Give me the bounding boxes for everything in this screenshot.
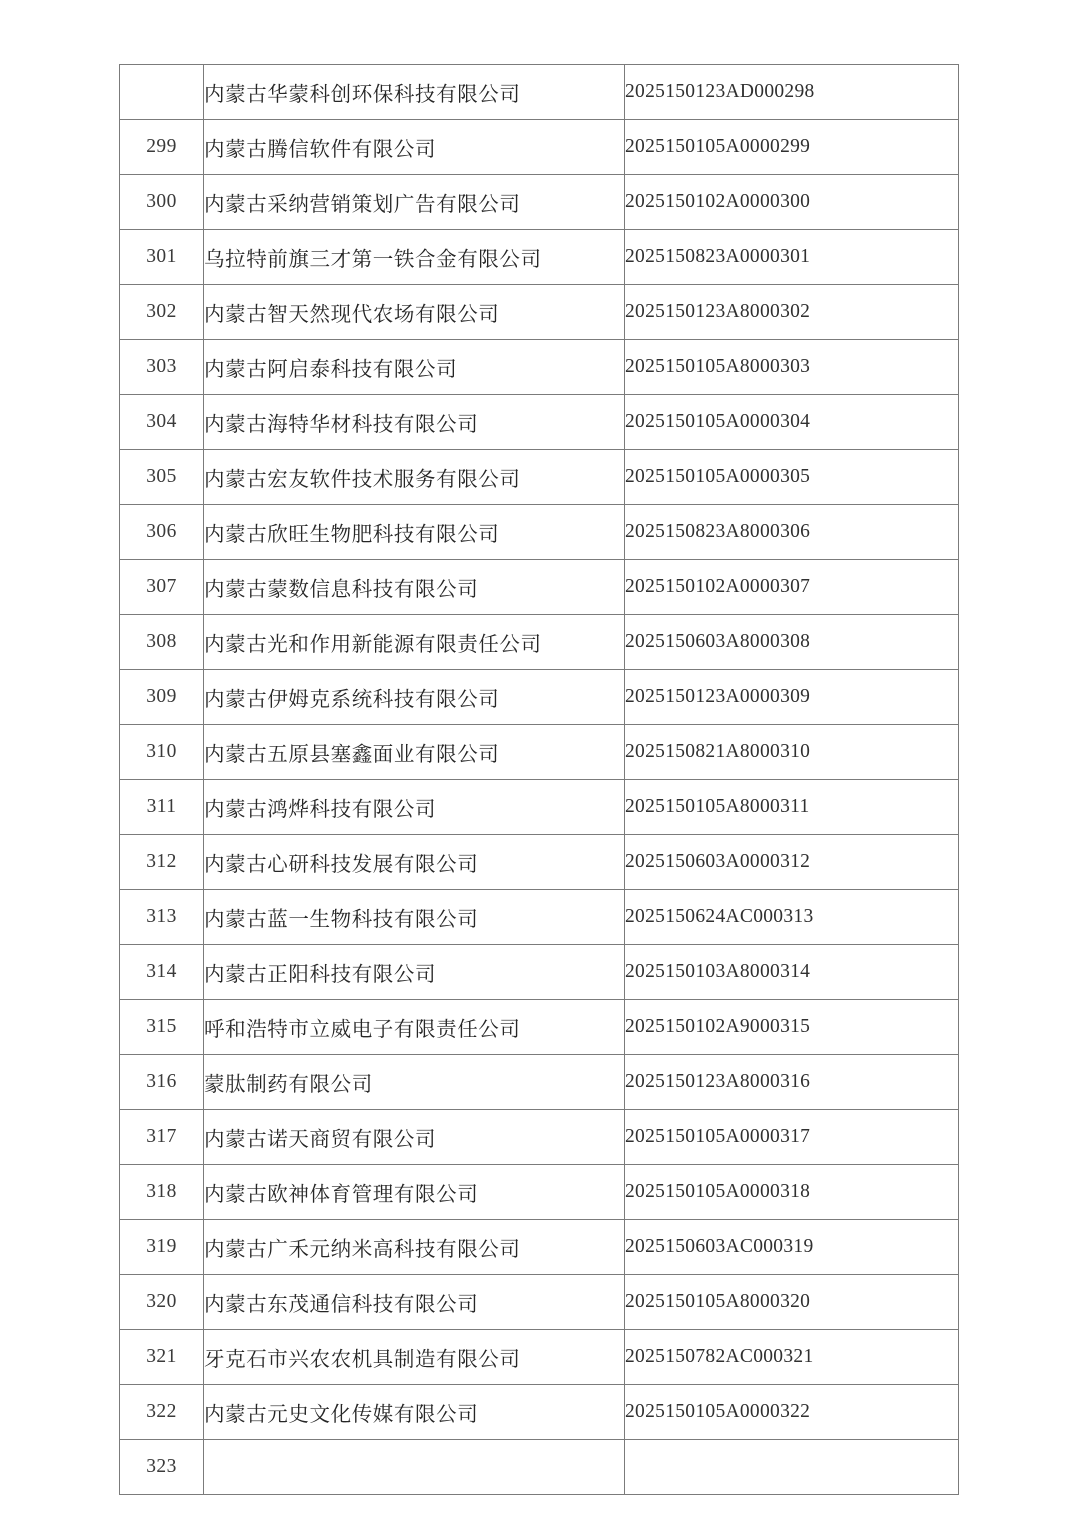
- registration-code-cell: 2025150603A0000312: [625, 835, 959, 890]
- registration-code-cell: 2025150823A8000306: [625, 505, 959, 560]
- registration-code-cell: 2025150123AD000298: [625, 65, 959, 120]
- company-name-cell: 内蒙古蒙数信息科技有限公司: [204, 560, 625, 615]
- registration-code-cell: 2025150624AC000313: [625, 890, 959, 945]
- company-name-cell: 内蒙古腾信软件有限公司: [204, 120, 625, 175]
- company-name-cell: 内蒙古欧神体育管理有限公司: [204, 1165, 625, 1220]
- registration-code-cell: 2025150603A8000308: [625, 615, 959, 670]
- table-row: [120, 1385, 959, 1440]
- registry-table: [119, 64, 959, 1495]
- row-index-cell: 323: [120, 1440, 204, 1495]
- row-index-cell: 301: [120, 230, 204, 285]
- row-index-cell: 315: [120, 1000, 204, 1055]
- registration-code-cell: 2025150102A0000300: [625, 175, 959, 230]
- table-row: [120, 1055, 959, 1110]
- company-name-cell: 内蒙古诺天商贸有限公司: [204, 1110, 625, 1165]
- table-row: [120, 175, 959, 230]
- table-row: [120, 835, 959, 890]
- company-name-cell: 内蒙古采纳营销策划广告有限公司: [204, 175, 625, 230]
- table-row: [120, 505, 959, 560]
- row-index-cell: 300: [120, 175, 204, 230]
- company-name-cell: 内蒙古海特华材科技有限公司: [204, 395, 625, 450]
- row-index-cell: 304: [120, 395, 204, 450]
- table-row: [120, 1000, 959, 1055]
- company-name-cell: 内蒙古伊姆克系统科技有限公司: [204, 670, 625, 725]
- table-row: [120, 65, 959, 120]
- company-name-cell: 内蒙古宏友软件技术服务有限公司: [204, 450, 625, 505]
- table-row: [120, 285, 959, 340]
- table-row: [120, 890, 959, 945]
- row-index-cell: 319: [120, 1220, 204, 1275]
- table-row: [120, 670, 959, 725]
- registration-code-cell: [625, 1440, 959, 1495]
- company-name-cell: [204, 1440, 625, 1495]
- company-name-cell: 内蒙古欣旺生物肥科技有限公司: [204, 505, 625, 560]
- row-index-cell: 318: [120, 1165, 204, 1220]
- table-row: [120, 560, 959, 615]
- company-name-cell: 内蒙古广禾元纳米高科技有限公司: [204, 1220, 625, 1275]
- table-row: [120, 230, 959, 285]
- registration-code-cell: 2025150103A8000314: [625, 945, 959, 1000]
- company-name-cell: 内蒙古元史文化传媒有限公司: [204, 1385, 625, 1440]
- table-row: [120, 725, 959, 780]
- registration-code-cell: 2025150105A0000304: [625, 395, 959, 450]
- registration-code-cell: 2025150105A0000318: [625, 1165, 959, 1220]
- company-name-cell: 内蒙古鸿烨科技有限公司: [204, 780, 625, 835]
- row-index-cell: 316: [120, 1055, 204, 1110]
- table-row: [120, 1165, 959, 1220]
- company-name-cell: 蒙肽制药有限公司: [204, 1055, 625, 1110]
- table-row: [120, 1110, 959, 1165]
- registration-code-cell: 2025150603AC000319: [625, 1220, 959, 1275]
- registration-code-cell: 2025150105A8000311: [625, 780, 959, 835]
- company-name-cell: 内蒙古正阳科技有限公司: [204, 945, 625, 1000]
- registration-code-cell: 2025150105A8000320: [625, 1275, 959, 1330]
- company-name-cell: 内蒙古蓝一生物科技有限公司: [204, 890, 625, 945]
- row-index-cell: [120, 65, 204, 120]
- company-name-cell: 内蒙古智天然现代农场有限公司: [204, 285, 625, 340]
- company-name-cell: 内蒙古阿启泰科技有限公司: [204, 340, 625, 395]
- table-row: [120, 1220, 959, 1275]
- registration-code-cell: 2025150105A0000322: [625, 1385, 959, 1440]
- row-index-cell: 310: [120, 725, 204, 780]
- row-index-cell: 312: [120, 835, 204, 890]
- row-index-cell: 321: [120, 1330, 204, 1385]
- row-index-cell: 299: [120, 120, 204, 175]
- registration-code-cell: 2025150823A0000301: [625, 230, 959, 285]
- row-index-cell: 309: [120, 670, 204, 725]
- table-row: [120, 1275, 959, 1330]
- row-index-cell: 314: [120, 945, 204, 1000]
- registration-code-cell: 2025150105A0000317: [625, 1110, 959, 1165]
- registration-code-cell: 2025150105A0000305: [625, 450, 959, 505]
- row-index-cell: 313: [120, 890, 204, 945]
- company-name-cell: 牙克石市兴农农机具制造有限公司: [204, 1330, 625, 1385]
- row-index-cell: 311: [120, 780, 204, 835]
- row-index-cell: 303: [120, 340, 204, 395]
- registration-code-cell: 2025150123A8000302: [625, 285, 959, 340]
- company-name-cell: 内蒙古光和作用新能源有限责任公司: [204, 615, 625, 670]
- company-name-cell: 乌拉特前旗三才第一铁合金有限公司: [204, 230, 625, 285]
- table-row: [120, 1330, 959, 1385]
- table-row: [120, 450, 959, 505]
- company-name-cell: 呼和浩特市立威电子有限责任公司: [204, 1000, 625, 1055]
- table-row: [120, 945, 959, 1000]
- registry-table-body: [120, 65, 959, 1495]
- company-name-cell: 内蒙古心研科技发展有限公司: [204, 835, 625, 890]
- registry-table-container: [119, 64, 958, 1495]
- registration-code-cell: 2025150123A8000316: [625, 1055, 959, 1110]
- row-index-cell: 317: [120, 1110, 204, 1165]
- registration-code-cell: 2025150123A0000309: [625, 670, 959, 725]
- table-row: [120, 615, 959, 670]
- row-index-cell: 302: [120, 285, 204, 340]
- registration-code-cell: 2025150102A9000315: [625, 1000, 959, 1055]
- table-row: [120, 120, 959, 175]
- row-index-cell: 306: [120, 505, 204, 560]
- row-index-cell: 308: [120, 615, 204, 670]
- registration-code-cell: 2025150105A0000299: [625, 120, 959, 175]
- registration-code-cell: 2025150782AC000321: [625, 1330, 959, 1385]
- row-index-cell: 307: [120, 560, 204, 615]
- company-name-cell: 内蒙古东茂通信科技有限公司: [204, 1275, 625, 1330]
- company-name-cell: 内蒙古华蒙科创环保科技有限公司: [204, 65, 625, 120]
- company-name-cell: 内蒙古五原县塞鑫面业有限公司: [204, 725, 625, 780]
- row-index-cell: 320: [120, 1275, 204, 1330]
- table-row: [120, 1440, 959, 1495]
- registration-code-cell: 2025150821A8000310: [625, 725, 959, 780]
- table-row: [120, 340, 959, 395]
- row-index-cell: 322: [120, 1385, 204, 1440]
- registration-code-cell: 2025150102A0000307: [625, 560, 959, 615]
- registration-code-cell: 2025150105A8000303: [625, 340, 959, 395]
- table-row: [120, 780, 959, 835]
- table-row: [120, 395, 959, 450]
- row-index-cell: 305: [120, 450, 204, 505]
